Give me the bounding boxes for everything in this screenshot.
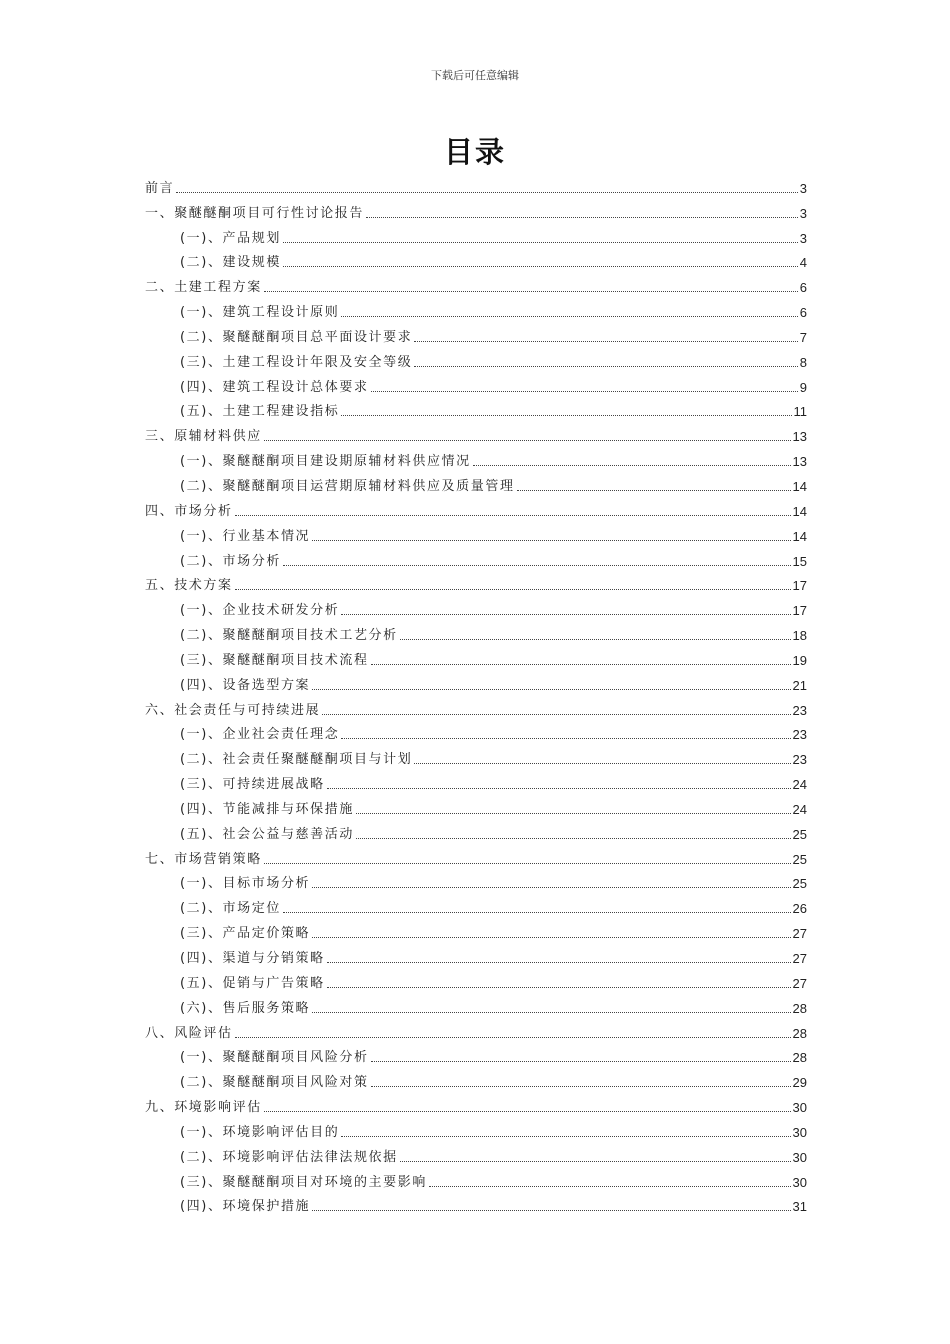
toc-subentry[interactable] (145, 447, 807, 472)
toc-dot-leader (283, 912, 791, 913)
toc-page-number: 14 (792, 478, 807, 494)
toc-page-number: 28 (792, 1050, 807, 1066)
toc-subentry[interactable] (145, 919, 807, 944)
toc-subentry[interactable] (145, 373, 807, 398)
toc-entry-title: (六)、售后服务策略 (180, 1000, 311, 1016)
toc-dot-leader (429, 1186, 791, 1187)
toc-page-number: 30 (792, 1100, 807, 1116)
toc-dot-leader (414, 763, 790, 764)
toc-subentry[interactable] (145, 621, 807, 646)
toc-page-number: 29 (792, 1075, 807, 1091)
toc-subentry[interactable] (145, 1168, 807, 1193)
toc-entry-title: (四)、环境保护措施 (180, 1199, 311, 1215)
toc-title: 目录 (443, 135, 506, 169)
toc-page-number: 18 (792, 628, 807, 644)
toc-subentry[interactable] (145, 795, 807, 820)
toc-subentry[interactable] (145, 1068, 807, 1093)
toc-subentry[interactable] (145, 1044, 807, 1069)
toc-entry-title: 三、原辅材料供应 (145, 429, 262, 445)
toc-subentry[interactable] (145, 398, 807, 423)
toc-subentry[interactable] (145, 671, 807, 696)
toc-entry-title: 四、市场分析 (145, 503, 233, 519)
toc-page-number: 28 (792, 1000, 807, 1016)
toc-dot-leader (264, 291, 798, 292)
toc-page-number: 3 (799, 230, 807, 246)
toc-subentry[interactable] (145, 1193, 807, 1218)
toc-page-number: 3 (799, 205, 807, 221)
toc-page-number: 26 (792, 901, 807, 917)
toc-page-number: 30 (792, 1124, 807, 1140)
toc-entry[interactable] (145, 845, 807, 870)
toc-page-number: 19 (792, 652, 807, 668)
toc-entry-title: (三)、产品定价策略 (180, 926, 311, 942)
toc-entry-title: (一)、建筑工程设计原则 (180, 305, 340, 321)
toc-entry-title: 九、环境影响评估 (145, 1100, 262, 1116)
toc-entry-title: (四)、渠道与分销策略 (180, 951, 325, 966)
toc-page-number: 17 (792, 603, 807, 619)
toc-dot-leader (235, 1037, 791, 1038)
table-of-contents (145, 174, 807, 1217)
toc-subentry[interactable] (145, 547, 807, 572)
toc-entry-title: (一)、聚醚醚酮项目风险分析 (180, 1050, 369, 1066)
toc-subentry[interactable] (145, 745, 807, 770)
toc-entry-title: (三)、聚醚醚酮项目对环境的主要影响 (180, 1174, 427, 1190)
toc-entry[interactable] (145, 174, 807, 199)
toc-entry-title: (三)、可持续进展战略 (180, 777, 325, 793)
toc-page-number: 3 (799, 180, 807, 196)
toc-page-number: 24 (792, 777, 807, 793)
toc-page-number: 25 (792, 851, 807, 867)
toc-dot-leader (517, 490, 791, 491)
toc-page-number: 27 (792, 926, 807, 942)
toc-subentry[interactable] (145, 820, 807, 845)
toc-dot-leader (414, 366, 797, 367)
toc-dot-leader (371, 664, 791, 665)
toc-page-number: 13 (792, 429, 807, 445)
toc-page-number: 9 (799, 379, 807, 395)
toc-entry[interactable] (145, 696, 807, 721)
toc-dot-leader (327, 962, 791, 963)
toc-page-number: 30 (792, 1149, 807, 1165)
toc-entry-title: (二)、聚醚醚酮项目总平面设计要求 (180, 329, 413, 345)
toc-dot-leader (327, 788, 791, 789)
toc-subentry[interactable] (145, 472, 807, 497)
toc-subentry[interactable] (145, 894, 807, 919)
toc-entry-title: (三)、土建工程设计年限及安全等级 (180, 354, 413, 370)
toc-page-number: 27 (792, 951, 807, 966)
toc-dot-leader (312, 1210, 790, 1211)
toc-dot-leader (176, 192, 798, 193)
toc-page-number: 23 (792, 752, 807, 768)
toc-dot-leader (312, 689, 790, 690)
toc-page-number: 15 (792, 553, 807, 569)
toc-entry[interactable] (145, 497, 807, 522)
toc-entry-title: (二)、环境影响评估法律法规依据 (180, 1149, 398, 1165)
toc-dot-leader (341, 415, 791, 416)
toc-entry-title: (二)、社会责任聚醚醚酮项目与计划 (180, 752, 413, 768)
toc-dot-leader (371, 1061, 791, 1062)
toc-page-number: 27 (792, 975, 807, 991)
toc-dot-leader (327, 987, 791, 988)
toc-dot-leader (283, 266, 798, 267)
toc-entry-title: 八、风险评估 (145, 1025, 233, 1041)
toc-entry-title: 六、社会责任与可持续进展 (145, 702, 321, 718)
toc-subentry[interactable] (145, 944, 807, 969)
toc-entry-title: (五)、促销与广告策略 (180, 975, 325, 991)
toc-entry[interactable] (145, 273, 807, 298)
toc-entry[interactable] (145, 572, 807, 597)
toc-dot-leader (312, 1012, 790, 1013)
toc-subentry[interactable] (145, 596, 807, 621)
toc-entry-title: (五)、土建工程建设指标 (180, 404, 340, 420)
toc-dot-leader (341, 316, 797, 317)
toc-page-number: 14 (792, 528, 807, 544)
toc-dot-leader (283, 565, 791, 566)
toc-entry-title: (一)、产品规划 (180, 230, 281, 246)
toc-page-number: 11 (793, 404, 807, 420)
toc-entry[interactable] (145, 422, 807, 447)
toc-subentry[interactable] (145, 1118, 807, 1143)
toc-dot-leader (371, 1086, 791, 1087)
toc-entry-title: 一、聚醚醚酮项目可行性讨论报告 (145, 205, 365, 221)
toc-dot-leader (264, 1111, 791, 1112)
toc-subentry[interactable] (145, 323, 807, 348)
toc-dot-leader (341, 614, 790, 615)
toc-entry-title: 七、市场营销策略 (145, 851, 262, 867)
toc-entry-title: (二)、聚醚醚酮项目技术工艺分析 (180, 628, 398, 644)
toc-entry-title: (四)、建筑工程设计总体要求 (180, 379, 369, 395)
toc-entry[interactable] (145, 199, 807, 224)
toc-entry-title: (一)、环境影响评估目的 (180, 1124, 340, 1140)
toc-entry-title: 二、土建工程方案 (145, 280, 262, 296)
toc-dot-leader (341, 1136, 790, 1137)
toc-dot-leader (356, 838, 791, 839)
toc-dot-leader (366, 217, 798, 218)
toc-dot-leader (341, 738, 790, 739)
toc-subentry[interactable] (145, 721, 807, 746)
toc-entry-title: (二)、聚醚醚酮项目运营期原辅材料供应及质量管理 (180, 478, 515, 494)
toc-entry-title: (三)、聚醚醚酮项目技术流程 (180, 652, 369, 668)
toc-page-number: 25 (792, 826, 807, 842)
toc-dot-leader (235, 515, 791, 516)
toc-entry-title: (四)、节能减排与环保措施 (180, 801, 354, 817)
toc-page-number: 17 (792, 578, 807, 594)
header-note: 下载后可任意编辑 (431, 69, 519, 82)
toc-page-number: 4 (799, 255, 807, 271)
toc-page-number: 23 (792, 727, 807, 743)
toc-page-number: 13 (792, 454, 807, 470)
toc-entry-title: (二)、市场分析 (180, 553, 281, 569)
toc-entry-title: 五、技术方案 (145, 578, 233, 594)
toc-entry-title: (一)、企业技术研发分析 (180, 603, 340, 619)
toc-entry-title: (四)、设备选型方案 (180, 677, 311, 693)
toc-page-number: 8 (799, 354, 807, 370)
toc-entry-title: (二)、建设规模 (180, 255, 281, 271)
toc-dot-leader (322, 714, 790, 715)
toc-page-number: 21 (792, 677, 807, 693)
toc-subentry[interactable] (145, 646, 807, 671)
toc-entry-title: (一)、聚醚醚酮项目建设期原辅材料供应情况 (180, 454, 471, 470)
toc-entry-title: (一)、行业基本情况 (180, 528, 311, 544)
toc-entry-title: (五)、社会公益与慈善活动 (180, 826, 354, 842)
toc-dot-leader (264, 863, 791, 864)
toc-page-number: 30 (792, 1174, 807, 1190)
toc-entry-title: 前言 (145, 180, 175, 196)
toc-page-number: 6 (799, 305, 807, 321)
toc-dot-leader (371, 391, 798, 392)
toc-dot-leader (283, 242, 798, 243)
toc-entry-title: (一)、目标市场分析 (180, 876, 311, 892)
toc-dot-leader (235, 589, 791, 590)
toc-subentry[interactable] (145, 969, 807, 994)
toc-subentry[interactable] (145, 298, 807, 323)
toc-page-number: 7 (799, 329, 807, 345)
toc-subentry[interactable] (145, 224, 807, 249)
toc-dot-leader (400, 1161, 791, 1162)
toc-page-number: 31 (792, 1199, 807, 1215)
toc-dot-leader (264, 440, 791, 441)
toc-subentry[interactable] (145, 249, 807, 274)
toc-page-number: 24 (792, 801, 807, 817)
toc-page-number: 23 (792, 702, 807, 718)
toc-page-number: 14 (792, 503, 807, 519)
toc-entry[interactable] (145, 1019, 807, 1044)
toc-page-number: 25 (792, 876, 807, 892)
toc-subentry[interactable] (145, 348, 807, 373)
toc-subentry[interactable] (145, 1143, 807, 1168)
toc-subentry[interactable] (145, 994, 807, 1019)
toc-dot-leader (414, 341, 797, 342)
toc-subentry[interactable] (145, 522, 807, 547)
toc-dot-leader (356, 813, 791, 814)
toc-subentry[interactable] (145, 770, 807, 795)
toc-page-number: 6 (799, 280, 807, 296)
toc-entry-title: (一)、企业社会责任理念 (180, 727, 340, 743)
toc-dot-leader (312, 937, 790, 938)
toc-subentry[interactable] (145, 870, 807, 895)
toc-dot-leader (400, 639, 791, 640)
toc-entry-title: (二)、聚醚醚酮项目风险对策 (180, 1075, 369, 1091)
toc-page-number: 28 (792, 1025, 807, 1041)
toc-dot-leader (473, 465, 791, 466)
toc-entry[interactable] (145, 1093, 807, 1118)
toc-entry-title: (二)、市场定位 (180, 901, 281, 917)
toc-dot-leader (312, 540, 790, 541)
toc-dot-leader (312, 887, 790, 888)
